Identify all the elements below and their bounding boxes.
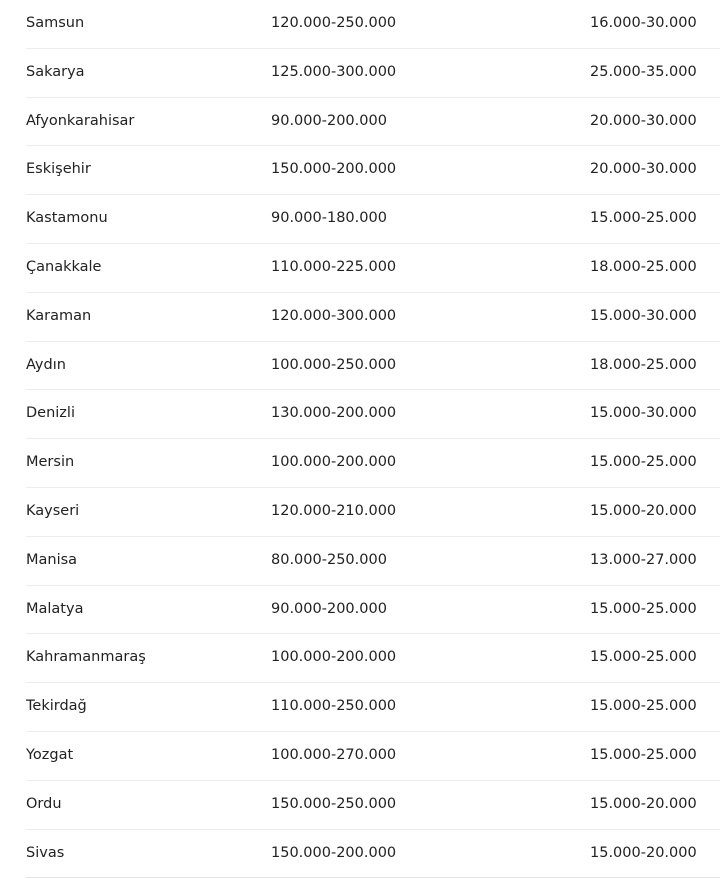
range-a-cell: 90.000-180.000 bbox=[271, 210, 387, 227]
table-row bbox=[26, 98, 720, 147]
table-row bbox=[26, 0, 720, 49]
city-cell: Aydın bbox=[26, 356, 66, 373]
city-cell: Mersin bbox=[26, 454, 75, 471]
city-cell: Malatya bbox=[26, 600, 84, 617]
range-a-cell: 130.000-200.000 bbox=[271, 405, 397, 422]
table-row bbox=[26, 732, 720, 781]
range-b-cell: 15.000-20.000 bbox=[590, 502, 697, 519]
range-a-cell: 100.000-250.000 bbox=[271, 356, 397, 373]
city-cell: Kastamonu bbox=[26, 210, 108, 227]
table-row bbox=[26, 488, 720, 537]
city-cell: Çanakkale bbox=[26, 258, 102, 275]
table-row bbox=[26, 244, 720, 293]
range-b-cell: 18.000-25.000 bbox=[590, 258, 697, 275]
range-a-cell: 120.000-210.000 bbox=[271, 502, 397, 519]
range-a-cell: 150.000-200.000 bbox=[271, 161, 397, 178]
table-row bbox=[26, 683, 720, 732]
table-row bbox=[26, 586, 720, 635]
range-a-cell: 120.000-250.000 bbox=[271, 15, 397, 31]
range-b-cell: 15.000-25.000 bbox=[590, 600, 697, 617]
city-cell: Sakarya bbox=[26, 63, 85, 80]
city-cell: Kayseri bbox=[26, 502, 80, 519]
range-a-cell: 150.000-200.000 bbox=[271, 844, 397, 861]
data-table bbox=[26, 0, 720, 878]
range-a-cell: 150.000-250.000 bbox=[271, 795, 397, 812]
range-b-cell: 15.000-30.000 bbox=[590, 307, 697, 324]
table-row bbox=[26, 634, 720, 683]
city-cell: Sivas bbox=[26, 844, 65, 861]
table-row bbox=[26, 781, 720, 830]
city-cell: Yozgat bbox=[26, 746, 74, 763]
range-b-cell: 15.000-20.000 bbox=[590, 795, 697, 812]
range-a-cell: 100.000-270.000 bbox=[271, 746, 397, 763]
range-a-cell: 80.000-250.000 bbox=[271, 551, 387, 568]
table-row bbox=[26, 195, 720, 244]
range-b-cell: 18.000-25.000 bbox=[590, 356, 697, 373]
table-row bbox=[26, 342, 720, 391]
table-row bbox=[26, 146, 720, 195]
range-b-cell: 15.000-20.000 bbox=[590, 844, 697, 861]
range-a-cell: 120.000-300.000 bbox=[271, 307, 397, 324]
city-cell: Ordu bbox=[26, 795, 62, 812]
city-cell: Manisa bbox=[26, 551, 78, 568]
range-b-cell: 16.000-30.000 bbox=[590, 15, 697, 31]
range-a-cell: 110.000-225.000 bbox=[271, 258, 397, 275]
range-a-cell: 100.000-200.000 bbox=[271, 454, 397, 471]
city-cell: Tekirdağ bbox=[26, 698, 87, 715]
table-row bbox=[26, 830, 720, 878]
range-b-cell: 20.000-30.000 bbox=[590, 161, 697, 178]
city-cell: Denizli bbox=[26, 405, 75, 422]
range-b-cell: 15.000-25.000 bbox=[590, 210, 697, 227]
range-b-cell: 15.000-25.000 bbox=[590, 698, 697, 715]
table-row bbox=[26, 293, 720, 342]
table-row bbox=[26, 390, 720, 439]
table-row bbox=[26, 49, 720, 98]
range-b-cell: 15.000-25.000 bbox=[590, 746, 697, 763]
city-cell: Karaman bbox=[26, 307, 92, 324]
range-b-cell: 15.000-25.000 bbox=[590, 454, 697, 471]
range-a-cell: 90.000-200.000 bbox=[271, 112, 387, 129]
range-a-cell: 110.000-250.000 bbox=[271, 698, 397, 715]
city-cell: Afyonkarahisar bbox=[26, 112, 135, 129]
range-b-cell: 15.000-25.000 bbox=[590, 649, 697, 666]
city-cell: Samsun bbox=[26, 15, 85, 31]
range-a-cell: 125.000-300.000 bbox=[271, 63, 397, 80]
city-cell: Kahramanmaraş bbox=[26, 649, 146, 666]
table-row bbox=[26, 439, 720, 488]
range-b-cell: 15.000-30.000 bbox=[590, 405, 697, 422]
table-row bbox=[26, 537, 720, 586]
range-a-cell: 90.000-200.000 bbox=[271, 600, 387, 617]
range-b-cell: 25.000-35.000 bbox=[590, 63, 697, 80]
range-b-cell: 13.000-27.000 bbox=[590, 551, 697, 568]
city-cell: Eskişehir bbox=[26, 161, 91, 178]
range-b-cell: 20.000-30.000 bbox=[590, 112, 697, 129]
range-a-cell: 100.000-200.000 bbox=[271, 649, 397, 666]
